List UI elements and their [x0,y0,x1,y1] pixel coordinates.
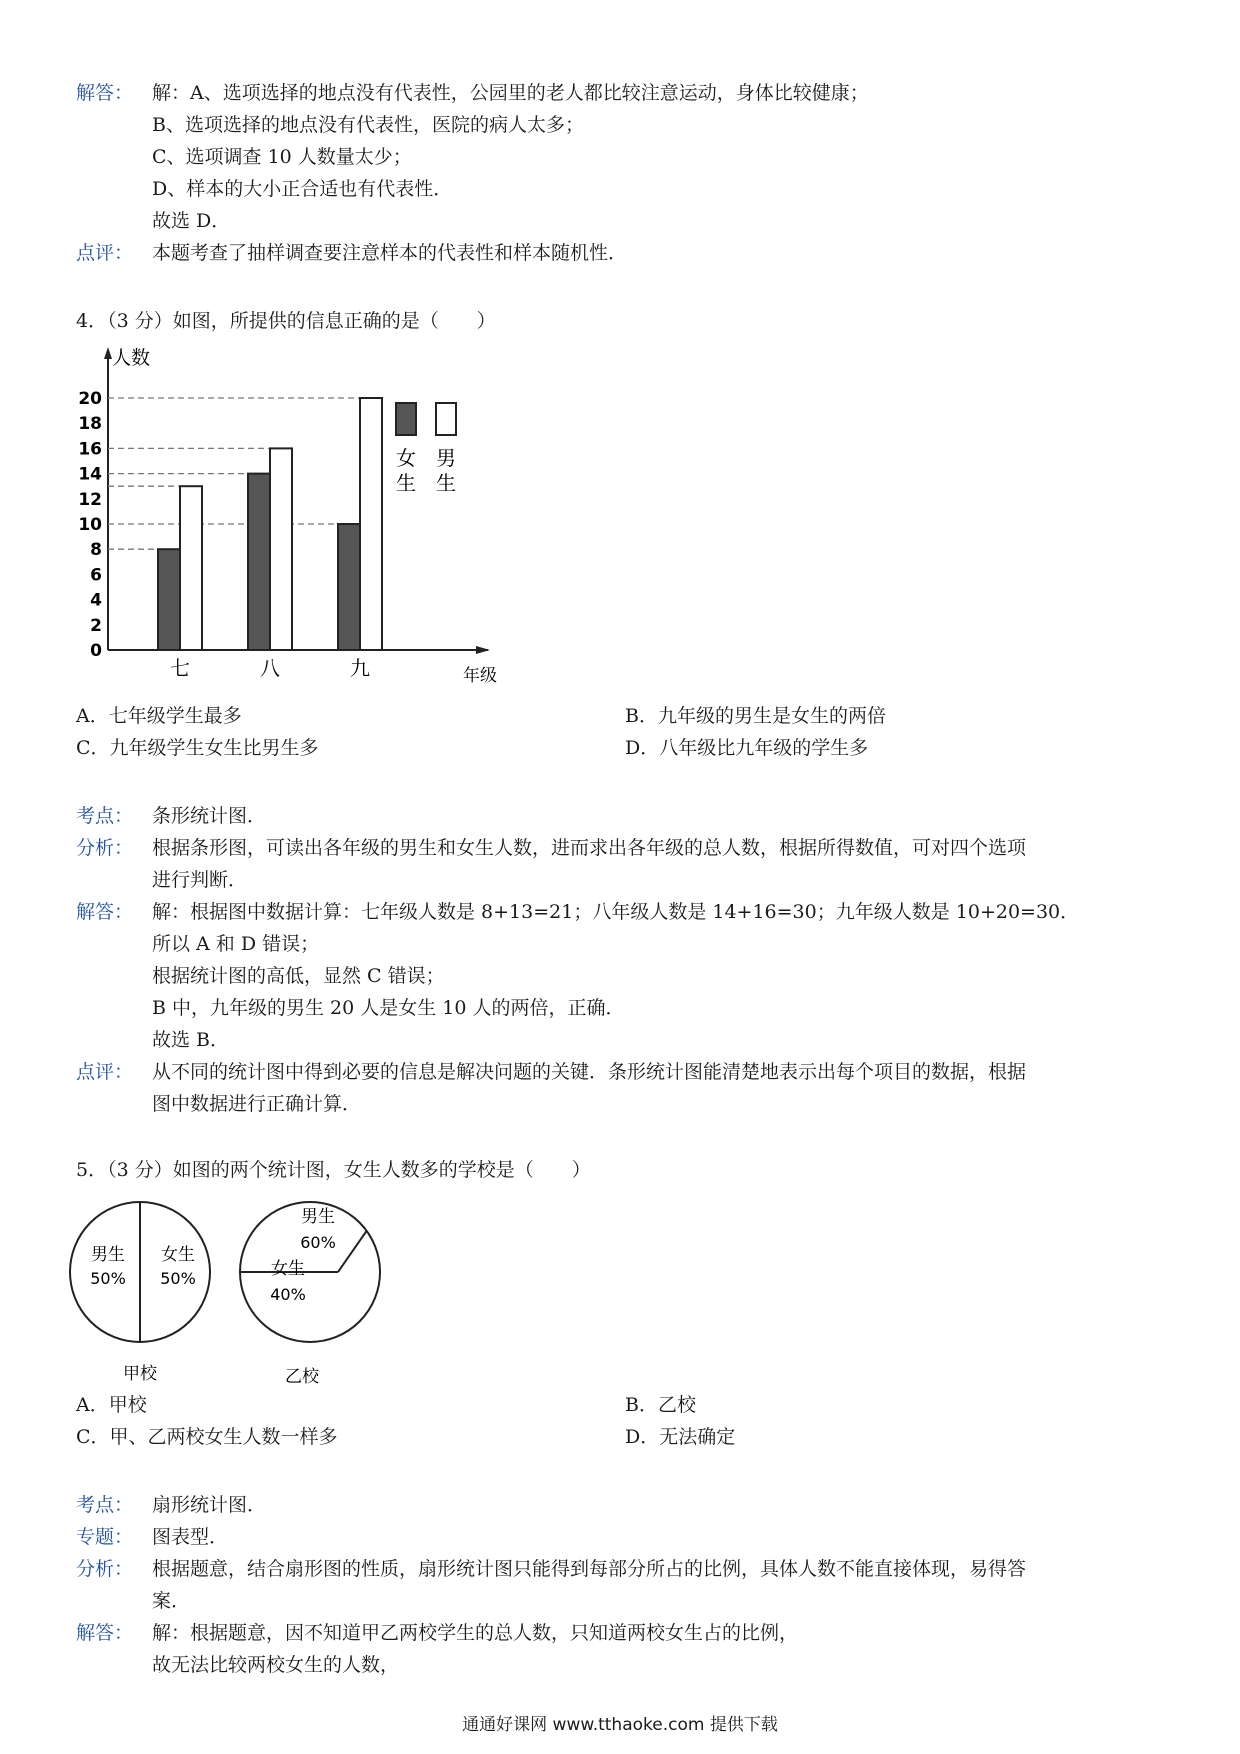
y-tick-label: 16 [78,439,102,460]
legend-label: 男 [436,446,456,470]
q5-answer-line: 故无法比较两校女生的人数， [152,1654,400,1676]
legend-label: 生 [396,471,416,495]
q3-answer-line: D、样本的大小正合适也有代表性． [152,178,453,200]
q5-option-d: D．无法确定 [625,1426,736,1448]
x-tick-label: 八 [260,656,280,680]
pie-title: 甲校 [123,1364,157,1384]
y-tick-label: 10 [78,515,102,535]
q5-fenxi-label: 分析： [76,1558,134,1580]
bar [158,549,180,650]
q4-comment-line: 图中数据进行正确计算． [152,1093,362,1115]
y-tick-label: 12 [78,489,102,510]
x-axis-arrow [476,646,490,654]
q5-fenxi-line: 根据题意，结合扇形图的性质，扇形统计图只能得到每部分所占的比例，具体人数不能直接体现，易得答 [152,1558,1027,1580]
q4-kaodian-label: 考点： [76,805,134,827]
bar [180,486,202,650]
pie-slice-value: 50% [160,1269,196,1288]
q4-fenxi-line: 根据条形图，可读出各年级的男生和女生人数，进而求出各年级的总人数，根据所得数值，可对四个选项 [152,837,1027,859]
x-axis-label: 年级 [463,666,497,685]
q3-answer-line: 故选 D． [152,210,231,232]
q5-kaodian-label: 考点： [76,1494,134,1516]
q5-option-b: B．乙校 [625,1394,696,1416]
bar [270,448,292,650]
bar [338,524,360,650]
q3-answer-label: 解答： [76,82,134,104]
q4-option-a: A．七年级学生最多 [76,705,242,727]
q5-fenxi-line: 案． [152,1590,191,1612]
pie-slice-value: 40% [270,1285,306,1304]
q4-fenxi-label: 分析： [76,837,134,859]
y-tick-label: 18 [78,414,102,435]
q4-comment-line: 从不同的统计图中得到必要的信息是解决问题的关键．条形统计图能清楚地表示出每个项目的数据，根据 [152,1061,1027,1083]
q4-answer-label: 解答： [76,901,134,923]
q3-answer-line: C、选项调查 10 人数量太少； [152,146,412,168]
q5-option-c: C．甲、乙两校女生人数一样多 [76,1426,338,1448]
y-tick-label: 2 [90,615,102,636]
q4-stem: 4．（3 分）如图，所提供的信息正确的是（ ） [76,310,496,332]
q4-answer-line: 根据统计图的高低，显然 C 错误； [152,965,445,987]
q5-answer-label: 解答： [76,1622,134,1644]
q3-answer-line: B、选项选择的地点没有代表性，医院的病人太多； [152,114,584,136]
page-footer: 通通好课网 www.tthaoke.com 提供下载 [462,1715,778,1735]
legend-swatch [436,403,456,435]
legend-label: 女 [396,446,416,470]
q4-answer-line: B 中，九年级的男生 20 人是女生 10 人的两倍，正确． [152,997,625,1019]
q3-comment: 本题考查了抽样调查要注意样本的代表性和样本随机性． [152,242,628,264]
q4-fenxi-line: 进行判断． [152,869,248,891]
y-tick-label: 14 [78,464,102,485]
x-tick-label: 九 [350,656,370,680]
q4-option-c: C．九年级学生女生比男生多 [76,737,319,759]
q5-zhuanti: 图表型． [152,1526,229,1548]
y-axis-arrow [104,347,112,359]
y-tick-label: 0 [90,641,102,661]
q4-comment-label: 点评： [76,1061,134,1083]
pie-title: 乙校 [285,1367,319,1387]
pie-slice-label: 男生 [301,1207,335,1227]
y-axis-label: 人数 [112,347,151,369]
y-tick-label: 4 [90,590,102,611]
q5-option-a: A．甲校 [76,1394,147,1416]
bar [360,398,382,650]
pie-slice-label: 男生 [91,1245,125,1265]
q5-answer-line: 解：根据题意，因不知道甲乙两校学生的总人数，只知道两校女生占的比例， [152,1622,799,1644]
y-tick-label: 20 [78,389,102,409]
y-tick-label: 8 [90,540,102,561]
x-tick-label: 七 [170,656,190,680]
q4-answer-line: 故选 B． [152,1029,230,1051]
q4-answer-line: 解：根据图中数据计算：七年级人数是 8+13=21；八年级人数是 14+16=30；九年级人数是 10+20=30． [152,901,1080,923]
legend-swatch [396,403,416,435]
q5-zhuanti-label: 专题： [76,1526,134,1548]
pie-slice-value: 50% [90,1269,126,1288]
pie-charts [68,1192,428,1387]
legend-label: 生 [436,471,456,495]
y-tick-label: 6 [90,565,102,586]
pie-slice-label: 女生 [271,1259,305,1279]
q5-stem: 5．（3 分）如图的两个统计图，女生人数多的学校是（ ） [76,1159,591,1181]
q3-answer-line: 解：A、选项选择的地点没有代表性，公园里的老人都比较注意运动，身体比较健康； [152,82,869,104]
q4-kaodian: 条形统计图． [152,805,267,827]
q4-answer-line: 所以 A 和 D 错误； [152,933,320,955]
q3-comment-label: 点评： [76,242,134,264]
q5-kaodian: 扇形统计图． [152,1494,267,1516]
bar-chart [68,345,518,685]
bar [248,474,270,650]
q4-option-b: B．九年级的男生是女生的两倍 [625,705,886,727]
pie-slice-label: 女生 [161,1245,195,1265]
pie-slice-value: 60% [300,1233,336,1252]
q4-option-d: D．八年级比九年级的学生多 [625,737,869,759]
